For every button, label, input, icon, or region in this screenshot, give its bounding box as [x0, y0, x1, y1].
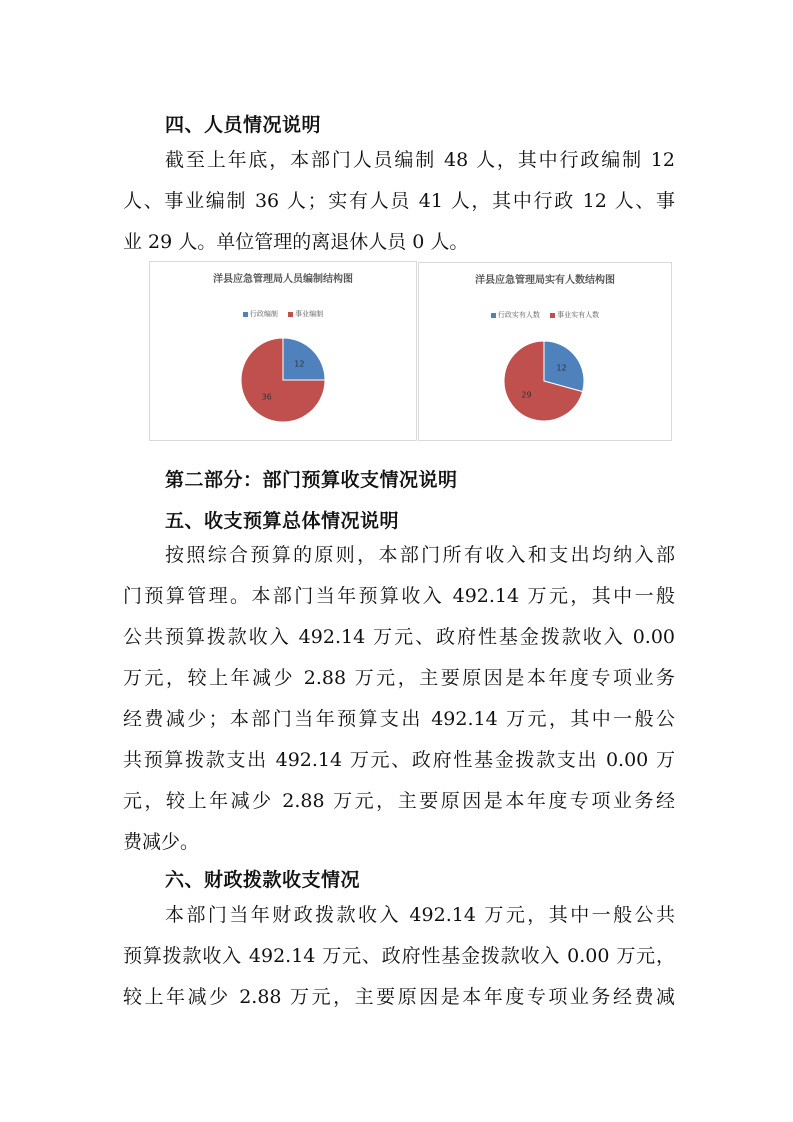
- legend-label: 事业编制: [295, 310, 324, 318]
- section5-line: 共预算拨款支出 492.14 万元、政府性基金拨款支出 0.00 万: [123, 749, 675, 771]
- section5-line: 按照综合预算的原则，本部门所有收入和支出均纳入部: [165, 544, 675, 566]
- legend-label: 行政实有人数: [497, 311, 540, 319]
- slice-label-administrative: 12: [556, 363, 567, 373]
- section5-line: 费减少。: [123, 831, 200, 853]
- section6-line: 较上年减少 2.88 万元，主要原因是本年度专项业务经费减: [123, 986, 675, 1008]
- section5-line: 元，较上年减少 2.88 万元，主要原因是本年度专项业务经: [123, 790, 675, 812]
- slice-label-institutional: 29: [521, 390, 532, 400]
- section4-line: 截至上年底，本部门人员编制 48 人，其中行政编制 12: [165, 149, 675, 171]
- legend-label: 事业实有人数: [557, 311, 600, 319]
- legend-label: 行政编制: [249, 310, 278, 318]
- section6-heading: 六、财政拨款收支情况: [165, 869, 361, 891]
- section4-heading: 四、人员情况说明: [165, 114, 322, 136]
- section5-line: 公共预算拨款收入 492.14 万元、政府性基金拨款收入 0.00: [123, 626, 675, 648]
- chart-title: 洋县应急管理局人员编制结构图: [213, 274, 353, 285]
- section6-line: 本部门当年财政拨款收入 492.14 万元，其中一般公共: [165, 904, 675, 926]
- actual-staff-chart: [418, 262, 672, 441]
- section5-line: 门预算管理。本部门当年预算收入 492.14 万元，其中一般: [123, 585, 675, 607]
- section5-line: 万元，较上年减少 2.88 万元，主要原因是本年度专项业务: [123, 667, 675, 689]
- slice-label-institutional: 36: [261, 392, 272, 402]
- section4-paragraph: [123, 140, 675, 263]
- pie-svg: [419, 263, 671, 440]
- part2-heading: 第二部分：部门预算收支情况说明: [165, 469, 458, 491]
- section5-heading: 五、收支预算总体情况说明: [165, 510, 400, 532]
- slice-label-administrative: 12: [294, 359, 305, 369]
- section5-paragraph: [123, 535, 675, 863]
- section6-line: 预算拨款收入 492.14 万元、政府性基金拨款收入 0.00 万元，: [123, 945, 675, 967]
- section4-line: 业 29 人。单位管理的离退休人员 0 人。: [123, 231, 469, 253]
- pie-svg: [150, 262, 416, 440]
- section6-paragraph: [123, 895, 675, 1018]
- staffing-structure-chart: [149, 261, 417, 441]
- section4-line: 人、事业编制 36 人；实有人员 41 人，其中行政 12 人、事: [123, 190, 675, 212]
- section5-line: 经费减少；本部门当年预算支出 492.14 万元，其中一般公: [123, 708, 675, 730]
- chart-title: 洋县应急管理局实有人数结构图: [475, 275, 615, 286]
